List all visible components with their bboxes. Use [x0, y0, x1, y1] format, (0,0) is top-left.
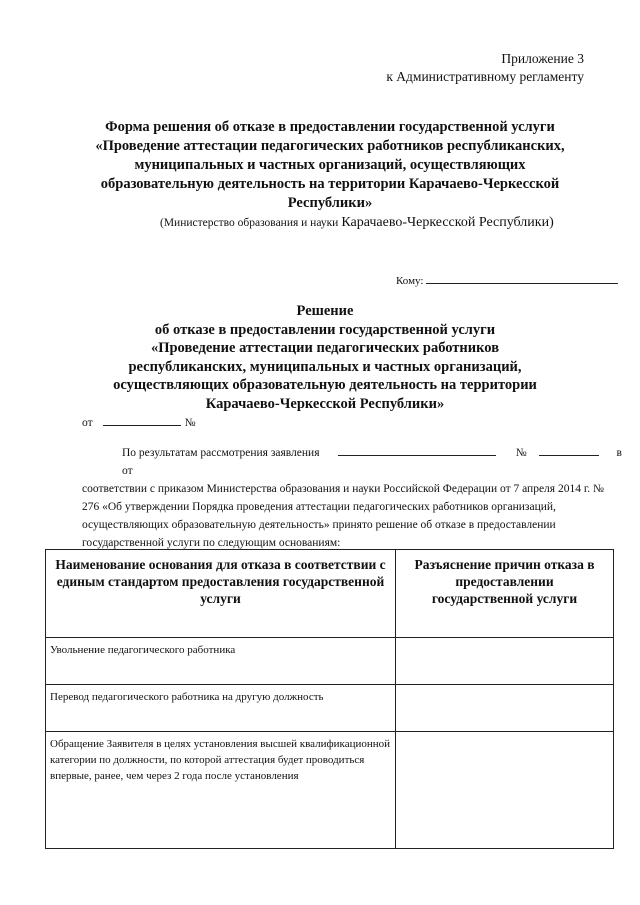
date-blank [103, 414, 181, 426]
form-title-line: Республики» [287, 195, 373, 211]
ministry-name-part: Карачаево-Черкесской Республики) [341, 215, 554, 230]
recipient-label: Кому: [396, 275, 424, 287]
decision-title-line: осуществляющих образовательную деятельность на территории [113, 377, 537, 393]
ministry-name-part: (Министерство образования и науки [160, 217, 339, 229]
recipient-line [396, 272, 618, 287]
form-title-line: «Проведение аттестации педагогических работников республиканских, [95, 138, 565, 154]
table-row [46, 732, 614, 849]
recipient-blank [426, 272, 618, 284]
decision-title-line: об отказе в предоставлении государственной услуги [154, 321, 496, 338]
form-title-line: Форма решения об отказе в предоставлении государственной услуги [105, 119, 555, 135]
application-number-blank [539, 444, 599, 456]
table-header-reason: Наименование основания для отказа в соответствии с единым стандартом предоставления государственной услуги [46, 550, 396, 638]
decision-title-line: республиканских, муниципальных и частных организаций, [128, 358, 522, 375]
body-first-line [82, 444, 622, 480]
decision-body [82, 444, 622, 552]
appendix-header [386, 50, 584, 86]
refusal-reasons-table [45, 549, 614, 849]
table-cell-explanation [396, 732, 614, 849]
appendix-reference: к Административному регламенту [386, 69, 584, 84]
body-in-word: в [616, 447, 622, 459]
number-sign: № [184, 417, 196, 429]
form-title [60, 118, 600, 213]
decision-title-line: «Проведение аттестации педагогических работников [150, 340, 500, 356]
decision-title-line: Карачаево-Черкесской Республики» [205, 395, 445, 412]
form-title-line: муниципальных и частных организаций, осуществляющих [134, 157, 526, 173]
table-cell-reason: Обращение Заявителя в целях установления высшей квалификационной категории по должности, по которой аттестация будет проводиться впервые, ранее, чем через 2 года после установления [46, 732, 396, 849]
ministry-name [160, 213, 554, 232]
table-cell-explanation [396, 685, 614, 732]
table-cell-explanation [396, 638, 614, 685]
decision-title [90, 302, 560, 413]
decision-title-line: Решение [296, 303, 354, 319]
table-row [46, 638, 614, 685]
date-from-label: от [82, 417, 93, 429]
table-header-explanation: Разъяснение причин отказа в предоставлении государственной услуги [396, 550, 614, 638]
table-row [46, 685, 614, 732]
form-title-line: образовательную деятельность на территории Карачаево-Черкесской [100, 176, 560, 192]
decision-date-line [82, 414, 196, 429]
body-number-sign: № [515, 447, 527, 459]
table-header-row [46, 550, 614, 638]
body-paragraph: соответствии с приказом Министерства образования и науки Российской Федерации от 7 апреля 2014 г. № 276 «Об утверждении Порядка проведения аттестации педагогических работников организаций, осуществляющих образовательную деятельность» принято решение об отказе в предоставлении государственной услуги по следующим основаниям: [82, 483, 604, 549]
application-date-blank [338, 444, 495, 456]
table-cell-reason: Перевод педагогического работника на другую должность [46, 685, 396, 732]
table-cell-reason: Увольнение педагогического работника [46, 638, 396, 685]
body-lead: По результатам рассмотрения заявления от [122, 447, 320, 477]
appendix-number: Приложение 3 [501, 51, 584, 66]
